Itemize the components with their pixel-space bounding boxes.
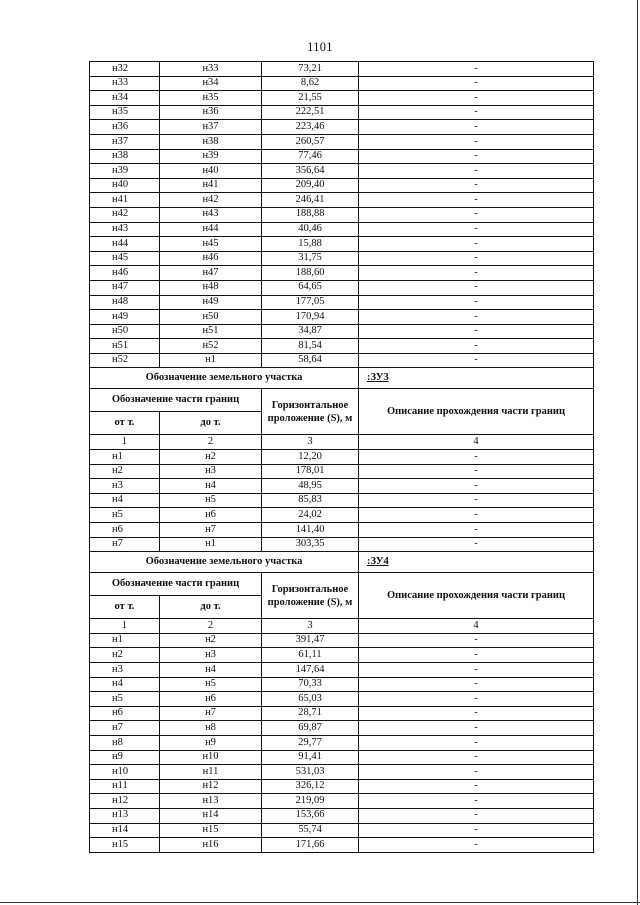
from-point-cell: н7 [90, 537, 160, 552]
distance-cell: 531,03 [262, 765, 359, 780]
parcel-id: :ЗУ4 [359, 552, 594, 573]
to-point-cell: н16 [160, 838, 262, 853]
to-header: до т. [160, 596, 262, 619]
distance-cell: 15,88 [262, 237, 359, 252]
column-number-cell: 2 [160, 435, 262, 450]
page-number: 1101 [307, 40, 333, 54]
table-row [90, 324, 594, 339]
distance-cell: 12,20 [262, 450, 359, 465]
table-row [90, 823, 594, 838]
table-row [90, 648, 594, 663]
description-cell: - [359, 237, 594, 252]
from-point-cell: н47 [90, 280, 160, 295]
description-cell: - [359, 706, 594, 721]
description-cell: - [359, 91, 594, 106]
table-row [90, 479, 594, 494]
from-point-cell: н8 [90, 735, 160, 750]
to-point-cell: н6 [160, 692, 262, 707]
table-row [90, 251, 594, 266]
description-cell: - [359, 735, 594, 750]
from-point-cell: н40 [90, 178, 160, 193]
from-point-cell: н52 [90, 353, 160, 368]
from-point-cell: н33 [90, 76, 160, 91]
to-point-cell: н50 [160, 310, 262, 325]
description-cell: - [359, 794, 594, 809]
distance-cell: 391,47 [262, 633, 359, 648]
table-row [90, 765, 594, 780]
distance-cell: 61,11 [262, 648, 359, 663]
from-point-cell: н9 [90, 750, 160, 765]
from-point-cell: н6 [90, 706, 160, 721]
description-cell: - [359, 280, 594, 295]
table-row [90, 779, 594, 794]
table-row [90, 134, 594, 149]
from-point-cell: н14 [90, 823, 160, 838]
table-row [90, 735, 594, 750]
to-point-cell: н7 [160, 523, 262, 538]
to-point-cell: н40 [160, 164, 262, 179]
to-point-cell: н38 [160, 134, 262, 149]
from-point-cell: н12 [90, 794, 160, 809]
to-point-cell: н51 [160, 324, 262, 339]
distance-cell: 260,57 [262, 134, 359, 149]
distance-cell: 170,94 [262, 310, 359, 325]
to-point-cell: н47 [160, 266, 262, 281]
parcel-designation-label: Обозначение земельного участка [90, 368, 359, 389]
description-cell: - [359, 663, 594, 678]
distance-cell: 178,01 [262, 464, 359, 479]
distance-cell: 40,46 [262, 222, 359, 237]
description-cell: - [359, 721, 594, 736]
distance-cell: 28,71 [262, 706, 359, 721]
to-point-cell: н45 [160, 237, 262, 252]
table-row [90, 493, 594, 508]
distance-cell: 246,41 [262, 193, 359, 208]
table-row [90, 353, 594, 368]
distance-cell: 91,41 [262, 750, 359, 765]
to-point-cell: н1 [160, 537, 262, 552]
distance-cell: 48,95 [262, 479, 359, 494]
table-row [90, 523, 594, 538]
from-point-cell: н4 [90, 677, 160, 692]
description-cell: - [359, 692, 594, 707]
table-row [90, 537, 594, 552]
from-point-cell: н2 [90, 648, 160, 663]
table-row [90, 339, 594, 354]
to-point-cell: н2 [160, 633, 262, 648]
distance-cell: 219,09 [262, 794, 359, 809]
table-row [90, 76, 594, 91]
from-point-cell: н5 [90, 508, 160, 523]
table-row [90, 310, 594, 325]
description-cell: - [359, 105, 594, 120]
column-number-row [90, 619, 594, 634]
description-cell: - [359, 266, 594, 281]
distance-cell: 141,40 [262, 523, 359, 538]
description-cell: - [359, 295, 594, 310]
description-cell: - [359, 838, 594, 853]
to-point-cell: н4 [160, 663, 262, 678]
to-point-cell: н36 [160, 105, 262, 120]
table-row [90, 91, 594, 106]
to-point-cell: н49 [160, 295, 262, 310]
part-header: Обозначение части границ [90, 389, 262, 412]
to-point-cell: н4 [160, 479, 262, 494]
distance-cell: 31,75 [262, 251, 359, 266]
to-point-cell: н6 [160, 508, 262, 523]
from-point-cell: н3 [90, 479, 160, 494]
to-point-cell: н3 [160, 648, 262, 663]
distance-header: Горизонтальное проложение (S), м [262, 389, 359, 435]
to-point-cell: н15 [160, 823, 262, 838]
parcel-designation-row [90, 368, 594, 389]
description-cell: - [359, 164, 594, 179]
boundary-table-body [90, 62, 594, 853]
table-row [90, 178, 594, 193]
part-header: Обозначение части границ [90, 573, 262, 596]
to-point-cell: н3 [160, 464, 262, 479]
to-point-cell: н14 [160, 808, 262, 823]
table-row [90, 450, 594, 465]
table-row [90, 677, 594, 692]
description-cell: - [359, 493, 594, 508]
description-cell: - [359, 222, 594, 237]
table-row [90, 508, 594, 523]
description-cell: - [359, 62, 594, 77]
from-point-cell: н42 [90, 207, 160, 222]
from-point-cell: н49 [90, 310, 160, 325]
table-row [90, 464, 594, 479]
distance-cell: 69,87 [262, 721, 359, 736]
from-point-cell: н2 [90, 464, 160, 479]
distance-cell: 303,35 [262, 537, 359, 552]
column-header-row [90, 389, 594, 412]
to-point-cell: н42 [160, 193, 262, 208]
from-point-cell: н50 [90, 324, 160, 339]
table-row [90, 794, 594, 809]
to-point-cell: н34 [160, 76, 262, 91]
table-row [90, 62, 594, 77]
from-point-cell: н11 [90, 779, 160, 794]
description-cell: - [359, 149, 594, 164]
distance-cell: 326,12 [262, 779, 359, 794]
description-cell: - [359, 251, 594, 266]
description-cell: - [359, 508, 594, 523]
to-point-cell: н52 [160, 339, 262, 354]
column-header-row [90, 573, 594, 596]
from-point-cell: н15 [90, 838, 160, 853]
distance-header: Горизонтальное проложение (S), м [262, 573, 359, 619]
description-cell: - [359, 339, 594, 354]
to-point-cell: н5 [160, 493, 262, 508]
distance-cell: 188,88 [262, 207, 359, 222]
column-number-cell: 3 [262, 435, 359, 450]
distance-cell: 64,65 [262, 280, 359, 295]
parcel-id: :ЗУ3 [359, 368, 594, 389]
table-row [90, 266, 594, 281]
distance-cell: 177,05 [262, 295, 359, 310]
table-row [90, 120, 594, 135]
description-cell: - [359, 633, 594, 648]
to-point-cell: н48 [160, 280, 262, 295]
distance-cell: 34,87 [262, 324, 359, 339]
to-point-cell: н5 [160, 677, 262, 692]
to-point-cell: н43 [160, 207, 262, 222]
from-point-cell: н48 [90, 295, 160, 310]
column-number-cell: 1 [90, 435, 160, 450]
from-point-cell: н5 [90, 692, 160, 707]
from-point-cell: н34 [90, 91, 160, 106]
distance-cell: 81,54 [262, 339, 359, 354]
description-cell: - [359, 324, 594, 339]
from-header: от т. [90, 596, 160, 619]
distance-cell: 55,74 [262, 823, 359, 838]
distance-cell: 356,64 [262, 164, 359, 179]
from-point-cell: н45 [90, 251, 160, 266]
description-cell: - [359, 750, 594, 765]
description-cell: - [359, 537, 594, 552]
from-point-cell: н44 [90, 237, 160, 252]
from-point-cell: н3 [90, 663, 160, 678]
description-cell: - [359, 120, 594, 135]
distance-cell: 8,62 [262, 76, 359, 91]
distance-cell: 65,03 [262, 692, 359, 707]
column-number-cell: 2 [160, 619, 262, 634]
from-point-cell: н39 [90, 164, 160, 179]
from-point-cell: н7 [90, 721, 160, 736]
distance-cell: 223,46 [262, 120, 359, 135]
to-point-cell: н44 [160, 222, 262, 237]
table-row [90, 706, 594, 721]
boundary-table [89, 61, 594, 853]
parcel-designation-label: Обозначение земельного участка [90, 552, 359, 573]
description-header: Описание прохождения части границ [359, 573, 594, 619]
distance-cell: 29,77 [262, 735, 359, 750]
to-point-cell: н11 [160, 765, 262, 780]
to-point-cell: н1 [160, 353, 262, 368]
from-point-cell: н51 [90, 339, 160, 354]
table-row [90, 838, 594, 853]
description-cell: - [359, 134, 594, 149]
table-row [90, 663, 594, 678]
table-row [90, 222, 594, 237]
page-edge-right [637, 0, 638, 905]
distance-cell: 147,64 [262, 663, 359, 678]
from-point-cell: н36 [90, 120, 160, 135]
table-row [90, 295, 594, 310]
table-row [90, 633, 594, 648]
table-row [90, 237, 594, 252]
from-point-cell: н41 [90, 193, 160, 208]
to-point-cell: н7 [160, 706, 262, 721]
from-point-cell: н43 [90, 222, 160, 237]
table-row [90, 149, 594, 164]
from-point-cell: н1 [90, 633, 160, 648]
table-row [90, 105, 594, 120]
description-cell: - [359, 464, 594, 479]
description-cell: - [359, 648, 594, 663]
description-cell: - [359, 450, 594, 465]
column-number-cell: 4 [359, 435, 594, 450]
from-point-cell: н1 [90, 450, 160, 465]
table-row [90, 207, 594, 222]
column-number-cell: 1 [90, 619, 160, 634]
distance-cell: 85,83 [262, 493, 359, 508]
table-row [90, 721, 594, 736]
distance-cell: 77,46 [262, 149, 359, 164]
description-cell: - [359, 479, 594, 494]
description-cell: - [359, 310, 594, 325]
table-row [90, 750, 594, 765]
column-number-cell: 3 [262, 619, 359, 634]
description-cell: - [359, 779, 594, 794]
parcel-designation-row [90, 552, 594, 573]
to-point-cell: н12 [160, 779, 262, 794]
distance-cell: 58,64 [262, 353, 359, 368]
description-cell: - [359, 353, 594, 368]
to-header: до т. [160, 412, 262, 435]
from-point-cell: н4 [90, 493, 160, 508]
description-cell: - [359, 523, 594, 538]
from-point-cell: н35 [90, 105, 160, 120]
from-point-cell: н13 [90, 808, 160, 823]
to-point-cell: н8 [160, 721, 262, 736]
description-cell: - [359, 178, 594, 193]
from-point-cell: н32 [90, 62, 160, 77]
table-row [90, 164, 594, 179]
to-point-cell: н33 [160, 62, 262, 77]
table-row [90, 193, 594, 208]
from-point-cell: н37 [90, 134, 160, 149]
to-point-cell: н9 [160, 735, 262, 750]
distance-cell: 70,33 [262, 677, 359, 692]
distance-cell: 209,40 [262, 178, 359, 193]
description-cell: - [359, 677, 594, 692]
to-point-cell: н2 [160, 450, 262, 465]
description-cell: - [359, 808, 594, 823]
description-header: Описание прохождения части границ [359, 389, 594, 435]
from-point-cell: н38 [90, 149, 160, 164]
description-cell: - [359, 207, 594, 222]
table-row [90, 280, 594, 295]
to-point-cell: н13 [160, 794, 262, 809]
distance-cell: 73,21 [262, 62, 359, 77]
distance-cell: 222,51 [262, 105, 359, 120]
to-point-cell: н39 [160, 149, 262, 164]
description-cell: - [359, 765, 594, 780]
distance-cell: 24,02 [262, 508, 359, 523]
distance-cell: 153,66 [262, 808, 359, 823]
column-number-row [90, 435, 594, 450]
description-cell: - [359, 193, 594, 208]
from-point-cell: н46 [90, 266, 160, 281]
distance-cell: 188,60 [262, 266, 359, 281]
to-point-cell: н46 [160, 251, 262, 266]
to-point-cell: н41 [160, 178, 262, 193]
page-edge-bottom [0, 902, 640, 903]
distance-cell: 171,66 [262, 838, 359, 853]
from-point-cell: н6 [90, 523, 160, 538]
table-row [90, 692, 594, 707]
from-header: от т. [90, 412, 160, 435]
to-point-cell: н35 [160, 91, 262, 106]
to-point-cell: н37 [160, 120, 262, 135]
to-point-cell: н10 [160, 750, 262, 765]
description-cell: - [359, 823, 594, 838]
distance-cell: 21,55 [262, 91, 359, 106]
column-number-cell: 4 [359, 619, 594, 634]
table-row [90, 808, 594, 823]
from-point-cell: н10 [90, 765, 160, 780]
description-cell: - [359, 76, 594, 91]
